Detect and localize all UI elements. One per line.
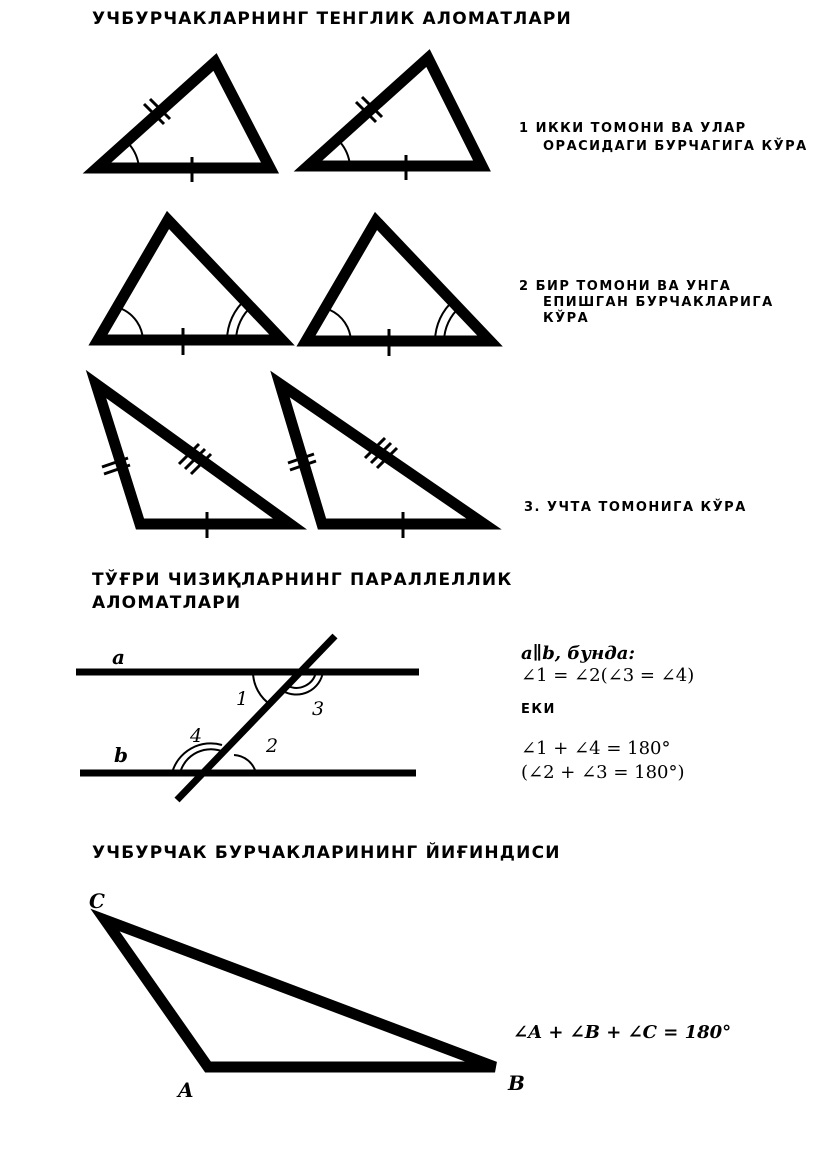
label-vertex-b: B (508, 1071, 525, 1095)
label-angle-3: 3 (312, 698, 325, 720)
rule2-line2: ЕПИШГАН БУРЧАКЛАРИГА (543, 295, 774, 310)
rule2-line1: 2 БИР ТОМОНИ ВА УНГА (519, 279, 732, 294)
angle-sum-equation: ∠A + ∠B + ∠C = 180° (513, 1022, 732, 1043)
section-title-congruence: УЧБУРЧАКЛАРНИНГ ТЕНГЛИК АЛОМАТЛАРИ (92, 9, 572, 29)
label-angle-1: 1 (236, 688, 249, 710)
triangle-sas-right (308, 58, 482, 180)
rule1-line2: ОРАСИДАГИ БУРЧАГИГА КЎРА (543, 139, 808, 154)
parallel-condition-eq3: (∠2 + ∠3 = 180°) (521, 762, 685, 783)
section-title-angle-sum: УЧБУРЧАК БУРЧАКЛАРИНИНГ ЙИҒИНДИСИ (92, 843, 561, 863)
rule2-line3: КЎРА (543, 311, 590, 326)
label-angle-2: 2 (266, 735, 279, 757)
label-line-b: b (114, 743, 128, 767)
section-title-parallel-1: ТЎҒРИ ЧИЗИҚЛАРНИНГ ПАРАЛЛЕЛЛИК (92, 570, 513, 590)
rule3-text: 3. УЧТА ТОМОНИГА КЎРА (524, 500, 747, 515)
rule1-line1: 1 ИККИ ТОМОНИ ВА УЛАР (519, 121, 747, 136)
parallel-or-word: ЕКИ (521, 702, 556, 717)
label-line-a: a (112, 645, 125, 669)
triangle-sas-left (97, 62, 270, 182)
parallel-condition-heading: a∥b, бунда: (521, 643, 636, 664)
parallel-condition-eq1: ∠1 = ∠2(∠3 = ∠4) (521, 665, 695, 686)
triangle-sss-right (280, 384, 484, 538)
label-vertex-a: A (178, 1078, 194, 1102)
triangle-asa-right (306, 221, 490, 356)
label-vertex-c: C (89, 889, 105, 913)
triangle-asa-left (98, 220, 282, 355)
section-title-parallel-2: АЛОМАТЛАРИ (92, 593, 242, 613)
parallel-condition-eq2: ∠1 + ∠4 = 180° (521, 738, 671, 759)
triangle-sss-left (96, 384, 290, 538)
label-angle-4: 4 (190, 725, 203, 747)
triangle-abc (105, 920, 495, 1067)
parallel-lines-figure (76, 636, 419, 800)
